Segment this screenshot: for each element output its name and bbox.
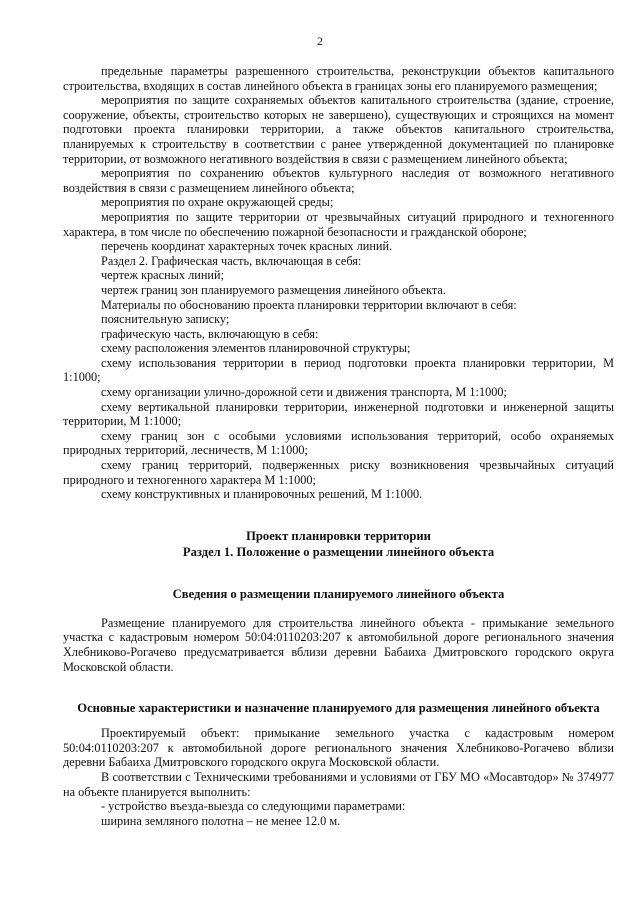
document-body <box>63 64 614 828</box>
paragraph: В соответствии с Техническими требованиями и условиями от ГБУ МО «Мосавтодор» № 374977 на объекте планируется выполнить: <box>63 769 614 799</box>
list-item: мероприятия по охране окружающей среды; <box>101 195 334 210</box>
page-number: 2 <box>317 34 323 48</box>
paragraph: ширина земляного полотна – не менее 12.0 м. <box>101 813 341 828</box>
heading-section-1: Раздел 1. Положение о размещении линейного объекта <box>182 544 495 559</box>
list-item: чертеж границ зон планируемого размещения линейного объекта. <box>101 282 446 297</box>
paragraph-placement: Размещение планируемого для строительства линейного объекта - примыкание земельного участка с кадастровым номером 50:04:0110203:207 к автомобильной дороге регионального значения Хлебниково-Рогачево предусматривается вблизи деревни Бабаиха Дмитровского городского округа Московской области. <box>63 615 614 674</box>
list-item: схему границ территорий, подверженных риску возникновения чрезвычайных ситуаций природного и техногенного характера М 1:1000; <box>63 458 614 487</box>
list-item: пояснительную записку; <box>101 312 230 327</box>
list-item: Материалы по обоснованию проекта планировки территории включают в себя: <box>101 297 517 312</box>
list-item: Раздел 2. Графическая часть, включающая в себя: <box>101 253 362 268</box>
list-item: схему организации улично-дорожной сети и движения транспорта, М 1:1000; <box>101 385 507 400</box>
list-item: мероприятия по сохранению объектов культурного наследия от возможного негативного воздействия в связи с размещением линейного объекта; <box>63 166 614 195</box>
paragraph: - устройство въезда-выезда со следующими параметрами: <box>101 799 406 814</box>
list-item: перечень координат характерных точек красных линий. <box>101 239 393 254</box>
list-item: мероприятия по защите сохраняемых объектов капитального строительства (здание, строение, сооружение, объекты, строительство которых не завершено), существующих и строящихся на момент подготовки проекта планировки территории, а также объектов капитального строительства, планируемых к строительству в соответствии с ранее утвержденной документацией по планировке территории, от возможного негативного воздействия в связи с размещением линейного объекта; <box>63 93 614 166</box>
heading-project: Проект планировки территории <box>246 528 431 543</box>
paragraph: Проектируемый объект: примыкание земельного участка с кадастровым номером 50:04:0110203:207 к автомобильной дороге регионального значения Хлебниково-Рогачево вблизи деревни Бабаиха Дмитровского городского округа Московской области. <box>63 726 614 770</box>
heading-placement: Сведения о размещении планируемого линейного объекта <box>172 586 505 601</box>
list-item: схему конструктивных и планировочных решений, М 1:1000. <box>101 487 423 502</box>
heading-characteristics: Основные характеристики и назначение планируемого для размещения линейного объекта <box>77 701 600 716</box>
list-item: мероприятия по защите территории от чрезвычайных ситуаций природного и техногенного характера, в том числе по обеспечению пожарной безопасности и гражданской обороне; <box>63 209 614 239</box>
list-item: предельные параметры разрешенного строительства, реконструкции объектов капитального строительства, входящих в состав линейного объекта в границах зоны его планируемого размещения; <box>63 64 614 93</box>
list-item: графическую часть, включающую в себя: <box>101 326 319 341</box>
list-item: схему использования территории в период подготовки проекта планировки территории, М 1:1000; <box>63 355 614 385</box>
list-item: схему вертикальной планировки территории, инженерной подготовки и инженерной защиты территории, М 1:1000; <box>63 399 614 429</box>
list-item: схему границ зон с особыми условиями использования территорий, особо охраняемых природных территорий, лесничеств, М 1:1000; <box>63 428 614 458</box>
list-item: чертеж красных линий; <box>101 268 225 283</box>
list-item: схему расположения элементов планировочной структуры; <box>101 341 411 356</box>
